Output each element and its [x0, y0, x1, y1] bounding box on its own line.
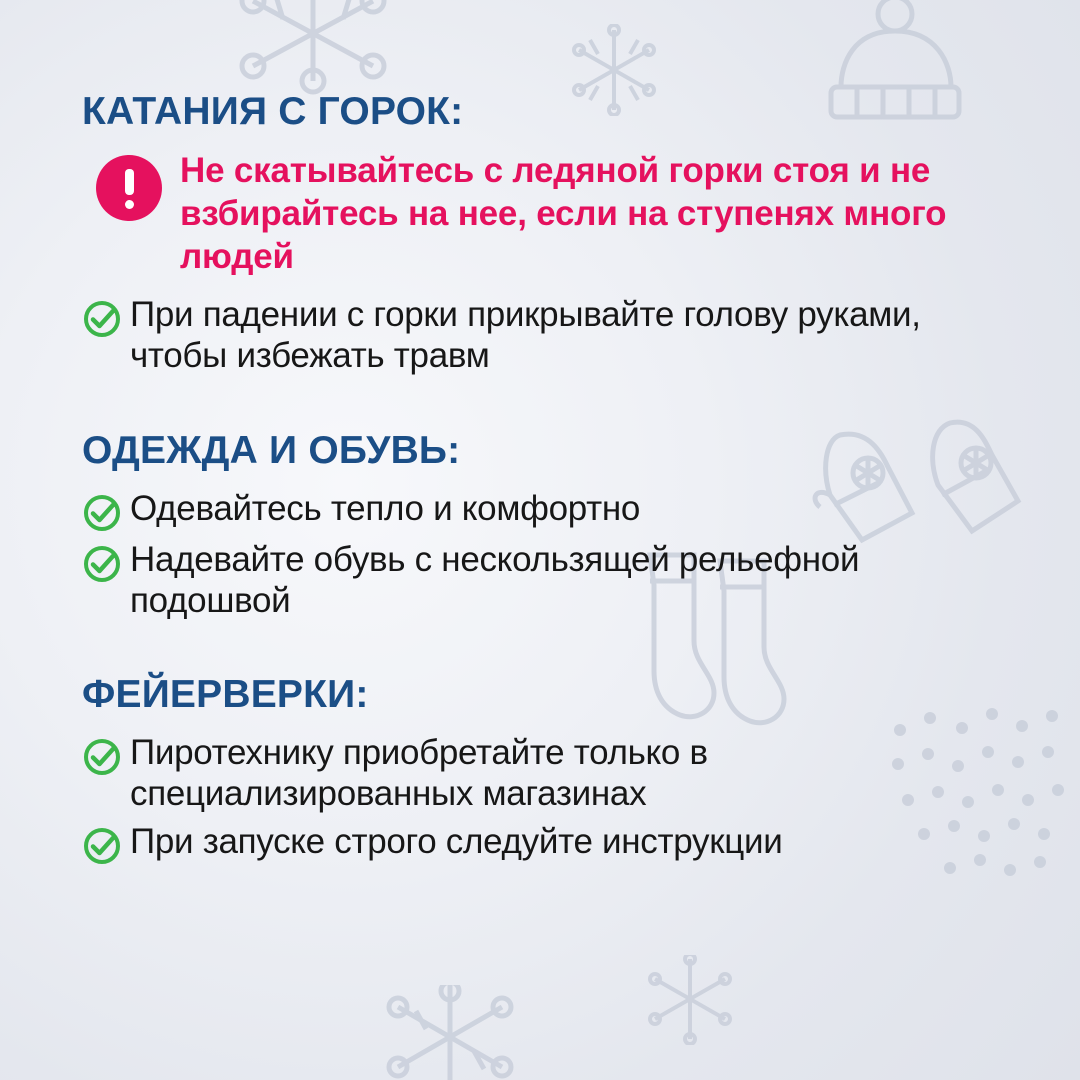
list-item-label: Надевайте обувь с нескользящей рельефной подошвой: [130, 539, 860, 620]
check-circle-icon: [82, 826, 122, 866]
list-item-label: При падении с горки прикрывайте голову руками, чтобы избежать травм: [130, 295, 921, 376]
list-item: [82, 539, 1020, 622]
section-title-clothing: ОДЕЖДА И ОБУВЬ:: [82, 428, 461, 472]
exclamation-circle-icon: [96, 155, 162, 221]
warning-callout: [82, 149, 1020, 278]
section-sledding: [82, 92, 1020, 377]
section-title-fireworks: ФЕЙЕРВЕРКИ:: [82, 673, 369, 717]
list-item: [82, 488, 1020, 533]
section-title-sledding: КАТАНИЯ С ГОРОК:: [82, 90, 464, 133]
snowflake-icon: [380, 985, 520, 1080]
list-item-label: При запуске строго следуйте инструкции: [130, 821, 783, 861]
section-clothing: [82, 428, 1020, 622]
warning-text: Не скатывайтесь с ледяной горки стоя и не взбирайтесь на нее, если на ступенях много людей: [180, 150, 947, 277]
list-item-label: Одевайтесь тепло и комфортно: [130, 488, 641, 528]
check-circle-icon: [82, 544, 122, 584]
section-fireworks: [82, 675, 1020, 866]
list-item: [82, 732, 1020, 815]
check-circle-icon: [82, 737, 122, 777]
check-circle-icon: [82, 299, 122, 339]
check-circle-icon: [82, 493, 122, 533]
list-item-label: Пиротехнику приобретайте только в специализированных магазинах: [130, 733, 708, 814]
list-item: [82, 821, 1020, 866]
list-item: [82, 294, 1020, 377]
snowflake-icon: [645, 955, 735, 1045]
